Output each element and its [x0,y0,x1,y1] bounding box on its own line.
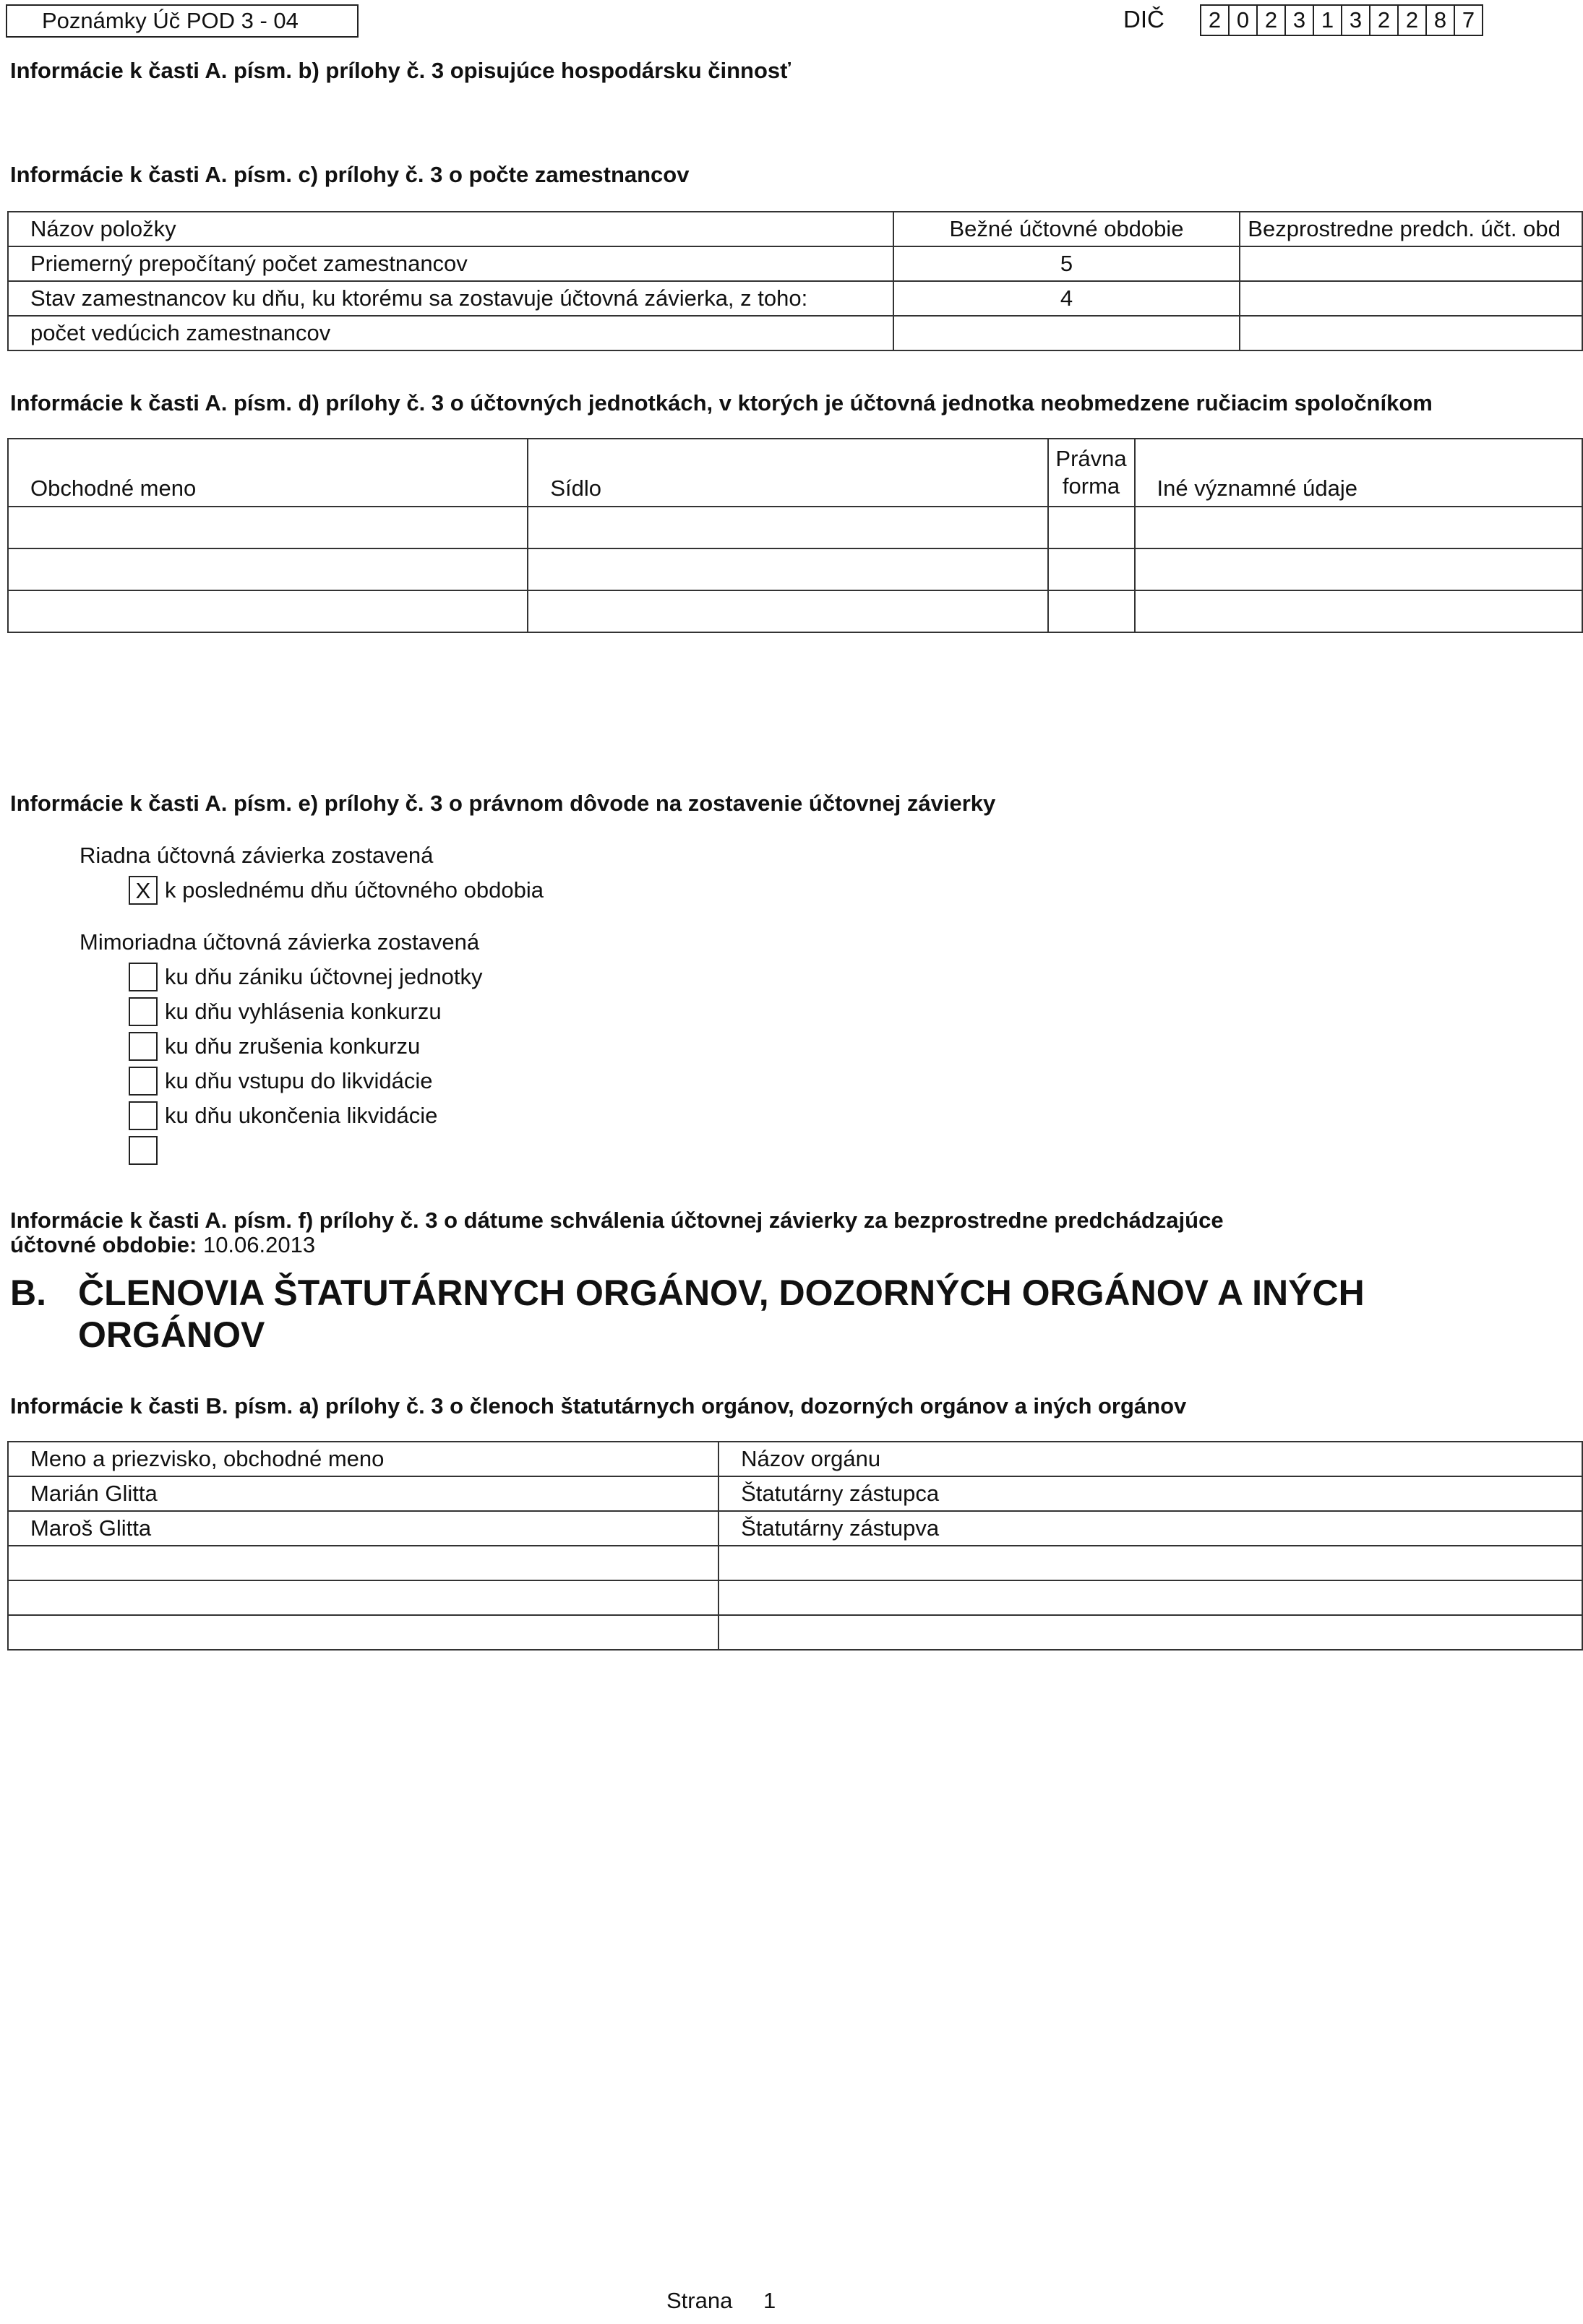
dic-digit: 0 [1228,4,1258,36]
checkbox[interactable] [129,997,158,1026]
section-e-title: Informácie k časti A. písm. e) prílohy č. 3 o právnom dôvode na zostavenie účtovnej závierky [10,791,996,816]
member-name: Marián Glitta [8,1476,718,1511]
table-row [8,507,1582,548]
column-header: Iné významné údaje [1135,439,1582,507]
member-name [8,1546,718,1580]
table-header-row [8,212,1582,246]
dic-digit: 7 [1454,4,1483,36]
option-label: ku dňu vstupu do likvidácie [165,1068,433,1093]
table-row [8,246,1582,281]
current-period-value: 5 [893,246,1240,281]
previous-period-value [1240,316,1582,350]
column-header: Názov orgánu [718,1442,1582,1476]
section-b-heading-line1 [10,1272,1365,1314]
section-f-title-line1: Informácie k časti A. písm. f) prílohy č. 3 o dátume schválenia účtovnej závierky za bezprostredne predchádzajúce [10,1208,1224,1233]
option-last-day[interactable] [129,876,544,905]
column-header: Meno a priezvisko, obchodné meno [8,1442,718,1476]
section-letter: B. [10,1273,46,1313]
option-dissolution[interactable] [129,963,482,991]
table-row [8,548,1582,590]
section-c-title: Informácie k časti A. písm. c) prílohy č. 3 o počte zamestnancov [10,162,690,187]
option-label: ku dňu ukončenia likvidácie [165,1103,438,1128]
table-row [8,1546,1582,1580]
employees-table [7,211,1583,351]
option-label: ku dňu vyhlásenia konkurzu [165,999,442,1024]
section-b-heading [10,1272,1365,1356]
member-name [8,1580,718,1615]
column-header: Sídlo [528,439,1047,507]
checkbox[interactable] [129,963,158,991]
section-f-title [10,1208,1224,1257]
body-name: Štatutárny zástupva [718,1511,1582,1546]
dic-label: DIČ [1123,6,1164,33]
body-name [718,1580,1582,1615]
option-liquidation-start[interactable] [129,1067,433,1096]
dic-digit: 2 [1397,4,1427,36]
checkbox[interactable] [129,1032,158,1061]
option-label: ku dňu zániku účtovnej jednotky [165,964,483,989]
option-other[interactable] [129,1136,165,1165]
row-label: Stav zamestnancov ku dňu, ku ktorému sa zostavuje účtovná závierka, z toho: [8,281,893,316]
option-bankruptcy-cancelled[interactable] [129,1032,420,1061]
dic-digit: 3 [1341,4,1370,36]
dic-digit: 2 [1369,4,1399,36]
body-name: Štatutárny zástupca [718,1476,1582,1511]
approval-date: 10.06.2013 [202,1232,316,1257]
page-footer [666,2288,776,2314]
table-header-row [8,439,1582,507]
section-b-heading-line2: ORGÁNOV [78,1314,265,1355]
section-f-title-line2 [10,1233,1224,1257]
table-row [8,590,1582,632]
option-bankruptcy-declared[interactable] [129,997,442,1026]
checkbox[interactable] [129,1136,158,1165]
members-table [7,1441,1583,1651]
table-row [8,316,1582,350]
extraordinary-statement-label: Mimoriadna účtovná závierka zostavená [80,929,480,955]
partners-table [7,438,1583,633]
row-label: Priemerný prepočítaný počet zamestnancov [8,246,893,281]
column-header: Bežné účtovné obdobie [893,212,1240,246]
column-header: Názov položky [8,212,893,246]
page-label: Strana [666,2288,733,2313]
body-name [718,1546,1582,1580]
dic-digits [1200,4,1482,36]
section-d-title: Informácie k časti A. písm. d) prílohy č. 3 o účtovných jednotkách, v ktorých je účtovná jednotka neobmedzene ručiacim spoločníkom [10,390,1433,416]
table-row [8,1580,1582,1615]
table-row [8,281,1582,316]
table-row [8,1476,1582,1511]
page-number: 1 [763,2288,776,2313]
table-row [8,1615,1582,1650]
dic-digit: 3 [1284,4,1314,36]
checkbox[interactable]: X [129,876,158,905]
option-label: k poslednému dňu účtovného obdobia [165,877,544,903]
column-header: Bezprostredne predch. účt. obd [1240,212,1582,246]
checkbox[interactable] [129,1101,158,1130]
member-name: Maroš Glitta [8,1511,718,1546]
section-b-title: Informácie k časti A. písm. b) prílohy č. 3 opisujúce hospodársku činnosť [10,58,792,83]
dic-digit: 2 [1200,4,1230,36]
section-b-heading-text: ČLENOVIA ŠTATUTÁRNYCH ORGÁNOV, DOZORNÝCH ORGÁNOV A INÝCH [78,1273,1365,1313]
previous-period-value [1240,281,1582,316]
section-b-subtitle: Informácie k časti B. písm. a) prílohy č. 3 o členoch štatutárnych orgánov, dozorných orgánov a iných orgánov [10,1393,1187,1419]
column-header: Právna forma [1048,439,1135,507]
column-header: Obchodné meno [8,439,528,507]
option-label: ku dňu zrušenia konkurzu [165,1033,421,1059]
current-period-value: 4 [893,281,1240,316]
form-label: Poznámky Úč POD 3 - 04 [6,4,359,38]
row-label: počet vedúcich zamestnancov [8,316,893,350]
table-row [8,1511,1582,1546]
section-f-title-line2-text: účtovné obdobie: [10,1232,197,1257]
dic-digit: 2 [1256,4,1286,36]
dic-digit: 8 [1425,4,1455,36]
option-liquidation-end[interactable] [129,1101,437,1130]
table-header-row [8,1442,1582,1476]
member-name [8,1615,718,1650]
body-name [718,1615,1582,1650]
current-period-value [893,316,1240,350]
previous-period-value [1240,246,1582,281]
checkbox[interactable] [129,1067,158,1096]
dic-digit: 1 [1313,4,1342,36]
regular-statement-label: Riadna účtovná závierka zostavená [80,843,434,868]
